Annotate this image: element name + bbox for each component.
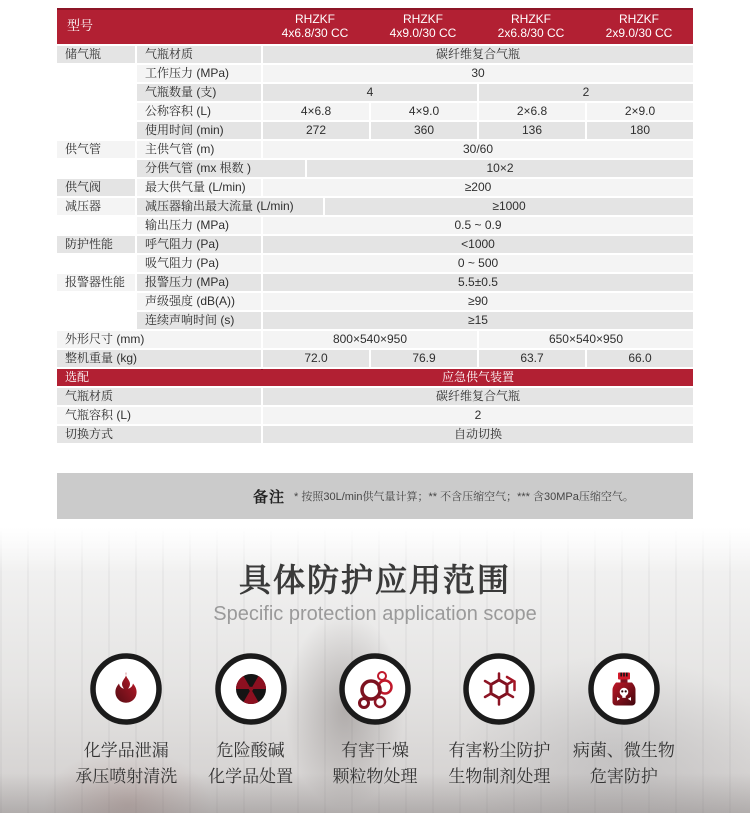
category-cell: 报警器性能 [57, 274, 135, 291]
row-label: 外形尺寸 (mm) [57, 331, 261, 348]
value-cell: 4×6.8 [263, 103, 369, 120]
application-item-chemical-leak [64, 651, 188, 790]
value-cell: ≥1000 [325, 198, 693, 215]
section-title: 具体防护应用范围 [238, 562, 511, 598]
molecule-icon [461, 651, 537, 727]
category-cell: 储气瓶 [57, 46, 135, 63]
value-cell: 0 ~ 500 [263, 255, 693, 272]
model-brand: RHZKF [511, 12, 551, 26]
row-label: 整机重量 (kg) [57, 350, 261, 367]
spec-row [57, 141, 693, 158]
value-cell: 272 [263, 122, 369, 139]
parameter-cell: 使用时间 (min) [137, 122, 261, 139]
spec-table [57, 8, 693, 445]
category-spacer [57, 293, 135, 310]
spec-row [57, 388, 693, 405]
spec-row [57, 426, 693, 443]
value-cell: 72.0 [263, 350, 369, 367]
value-cell: 66.0 [587, 350, 693, 367]
application-items-row [0, 651, 750, 790]
parameter-cell: 工作压力 (MPa) [137, 65, 261, 82]
spec-row [57, 274, 693, 291]
spec-row [57, 65, 693, 82]
spec-row [57, 179, 693, 196]
value-cell: 2×6.8 [479, 103, 585, 120]
note-text: * 按照30L/min供气量计算；** 不含压缩空气；*** 含30MPa压缩空气。 [294, 491, 634, 503]
value-cell: 5.5±0.5 [263, 274, 693, 291]
value-cell: 180 [587, 122, 693, 139]
category-spacer [57, 255, 135, 272]
model-spec: 2x9.0/30 CC [605, 26, 673, 40]
parameter-cell: 气瓶材质 [137, 46, 261, 63]
model-brand: RHZKF [295, 12, 335, 26]
section-subtitle: Specific protection application scope [213, 603, 537, 625]
model-header-label: 型号 [67, 18, 94, 33]
category-spacer [57, 217, 135, 234]
application-label: 病菌、微生物 危害防护 [572, 741, 675, 786]
spec-row [57, 217, 693, 234]
category-spacer [57, 312, 135, 329]
note-label: 备注 [253, 488, 286, 506]
value-cell: 63.7 [479, 350, 585, 367]
parameter-cell: 吸气阻力 (Pa) [137, 255, 261, 272]
model-brand: RHZKF [619, 12, 659, 26]
model-column-header [585, 8, 693, 44]
value-cell: ≥15 [263, 312, 693, 329]
category-spacer [57, 65, 135, 82]
value-cell: 4×9.0 [371, 103, 477, 120]
parameter-cell: 公称容积 (L) [137, 103, 261, 120]
model-spec: 2x6.8/30 CC [497, 26, 565, 40]
spec-row [57, 293, 693, 310]
note-band [57, 473, 693, 519]
category-spacer [57, 122, 135, 139]
value-cell: 76.9 [371, 350, 477, 367]
spec-row [57, 350, 693, 367]
bubbles-icon [337, 651, 413, 727]
row-label: 气瓶容积 (L) [57, 407, 261, 424]
option-row [57, 369, 693, 386]
value-cell: 碳纤维复合气瓶 [263, 388, 693, 405]
model-spec: 4x6.8/30 CC [281, 26, 349, 40]
model-column-header [261, 8, 369, 44]
parameter-cell: 主供气管 (m) [137, 141, 261, 158]
parameter-cell: 最大供气量 (L/min) [137, 179, 261, 196]
value-cell: 0.5 ~ 0.9 [263, 217, 693, 234]
value-cell: 136 [479, 122, 585, 139]
application-item-microbe [562, 651, 686, 790]
parameter-cell: 报警压力 (MPa) [137, 274, 261, 291]
value-cell: 30/60 [263, 141, 693, 158]
spec-row [57, 122, 693, 139]
application-label: 有害粉尘防护 生物制剂处理 [448, 741, 551, 786]
value-cell: 800×540×950 [263, 331, 477, 348]
spec-row [57, 160, 693, 177]
category-cell: 供气阀 [57, 179, 135, 196]
value-cell: 360 [371, 122, 477, 139]
category-cell: 供气管 [57, 141, 135, 158]
parameter-cell: 气瓶数量 (支) [137, 84, 261, 101]
value-cell: 2 [479, 84, 693, 101]
spec-table-header [57, 8, 693, 44]
parameter-cell: 输出压力 (MPa) [137, 217, 261, 234]
row-label: 切换方式 [57, 426, 261, 443]
spec-row [57, 407, 693, 424]
poison-bottle-icon [586, 651, 662, 727]
category-spacer [57, 84, 135, 101]
row-label: 选配 [57, 369, 261, 386]
value-cell: 4 [263, 84, 477, 101]
flame-icon [88, 651, 164, 727]
spec-row [57, 103, 693, 120]
model-spec: 4x9.0/30 CC [389, 26, 457, 40]
model-column-header [369, 8, 477, 44]
application-item-dry-particles [313, 651, 437, 790]
parameter-cell: 连续声响时间 (s) [137, 312, 261, 329]
application-item-dust-bio [437, 651, 561, 790]
category-spacer [57, 160, 135, 177]
spec-table-body [57, 46, 693, 443]
application-label: 有害干燥 颗粒物处理 [332, 741, 418, 786]
parameter-cell: 声级强度 (dB(A)) [137, 293, 261, 310]
parameter-cell: 呼气阻力 (Pa) [137, 236, 261, 253]
value-cell: 应急供气装置 [263, 369, 693, 386]
spec-row [57, 84, 693, 101]
value-cell: 2×9.0 [587, 103, 693, 120]
spec-row [57, 198, 693, 215]
spec-row [57, 46, 693, 63]
application-section [0, 527, 750, 813]
model-brand: RHZKF [403, 12, 443, 26]
application-label: 化学品泄漏 承压喷射清洗 [75, 741, 178, 786]
value-cell: 30 [263, 65, 693, 82]
parameter-cell: 减压器输出最大流量 (L/min) [137, 198, 323, 215]
category-spacer [57, 103, 135, 120]
spec-row [57, 312, 693, 329]
row-label: 气瓶材质 [57, 388, 261, 405]
value-cell: 650×540×950 [479, 331, 693, 348]
value-cell: 10×2 [307, 160, 693, 177]
value-cell: 碳纤维复合气瓶 [263, 46, 693, 63]
value-cell: <1000 [263, 236, 693, 253]
spec-row [57, 331, 693, 348]
category-cell: 防护性能 [57, 236, 135, 253]
value-cell: ≥200 [263, 179, 693, 196]
value-cell: ≥90 [263, 293, 693, 310]
category-cell: 减压器 [57, 198, 135, 215]
application-label: 危险酸碱 化学品处置 [208, 741, 294, 786]
spec-row [57, 255, 693, 272]
spec-row [57, 236, 693, 253]
value-cell: 自动切换 [263, 426, 693, 443]
parameter-cell: 分供气管 (mx 根数 ) [137, 160, 305, 177]
application-item-acid-alkali [188, 651, 312, 790]
model-column-header [477, 8, 585, 44]
radiation-icon [213, 651, 289, 727]
value-cell: 2 [263, 407, 693, 424]
